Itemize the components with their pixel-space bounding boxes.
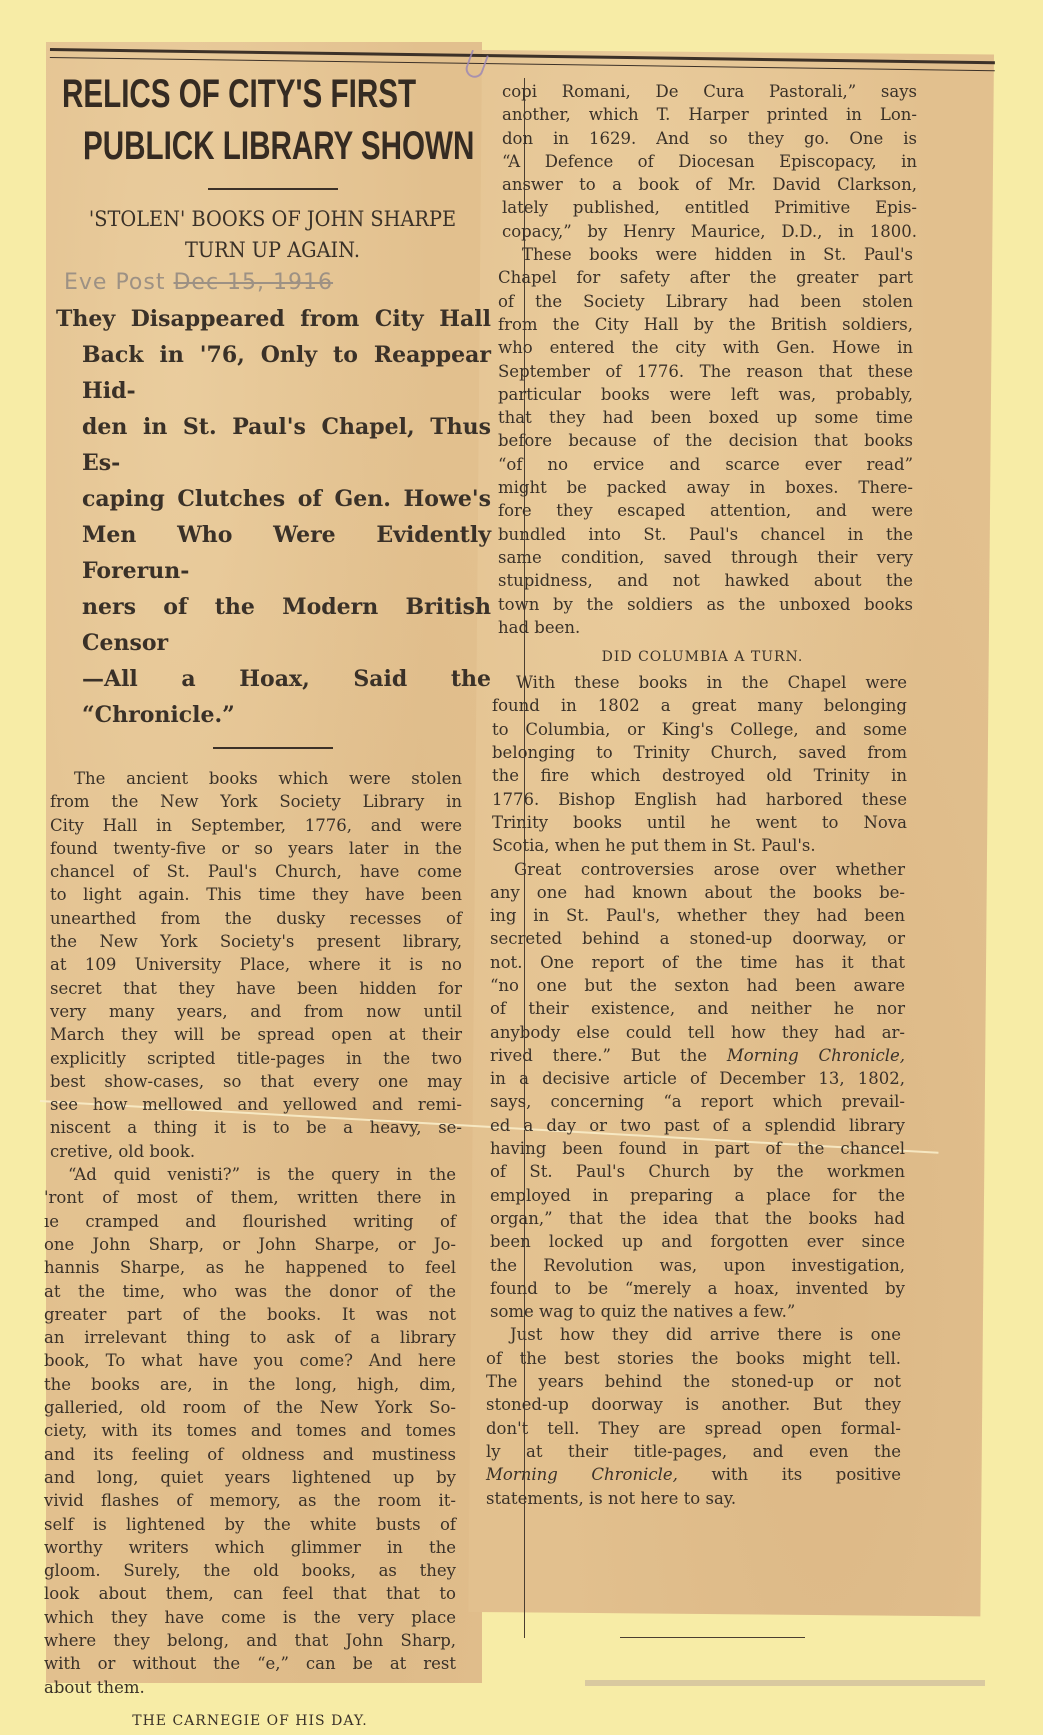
text-line: been locked up and forgotten ever since: [490, 1232, 905, 1252]
deck-line: They Disappeared from City Hall: [56, 306, 491, 332]
text-line: City Hall in September, 1776, and were: [50, 815, 462, 835]
text-line: see how mellowed and yellowed and remi-: [50, 1095, 462, 1115]
text-line: secreted behind a stoned-up doorway, or: [490, 929, 905, 949]
text-line: one John Sharp, or John Sharpe, or Jo-: [44, 1234, 456, 1254]
text-line: having been found in part of the chancel: [490, 1139, 905, 1159]
handwritten-source: Eve Post: [64, 270, 166, 295]
text-segment: rived there.” But the: [490, 1045, 727, 1065]
subheadline: [50, 204, 495, 266]
text-line: ciety, with its tomes and tomes and tomes: [44, 1421, 456, 1441]
left-column: [44, 70, 495, 1735]
text-line: of the Society Library had been stolen: [498, 291, 913, 311]
text-line: of St. Paul's Church by the workmen: [490, 1162, 905, 1182]
deck: [56, 301, 491, 733]
subheadline-line: TURN UP AGAIN.: [185, 238, 360, 262]
text-line: anybody else could tell how they had ar-: [490, 1022, 905, 1042]
text-line: book, To what have you come? And here: [44, 1351, 456, 1371]
text-line: 1776. Bishop English had harbored these: [492, 789, 907, 809]
text-line: with or without the “e,” can be at rest: [44, 1654, 456, 1674]
text-line: self is lightened by the white busts of: [44, 1514, 456, 1534]
right-paragraph-2: [498, 243, 913, 639]
left-paragraph-2: [44, 1163, 456, 1699]
text-line: The years behind the stoned-up or not: [486, 1372, 901, 1392]
text-line: worthy writers which glimmer in the: [44, 1537, 456, 1557]
text-line: explicitly scripted title-pages in the two: [50, 1048, 462, 1068]
text-line: very many years, and from now until: [50, 1001, 462, 1021]
text-line: “A Defence of Diocesan Episcopacy, in: [502, 151, 917, 171]
text-line: ly at their title-pages, and even the: [486, 1441, 901, 1461]
handwritten-note: [64, 270, 495, 295]
text-line: The ancient books which were stolen: [74, 769, 462, 788]
text-line: ed a day or two past of a splendid library: [490, 1115, 905, 1135]
under-clipping-edge: [585, 1680, 985, 1686]
text-line: stupidness, and not hawked about the: [498, 571, 913, 591]
text-line: the Revolution was, upon investigation,: [490, 1255, 905, 1275]
text-line: gloom. Surely, the old books, as they: [44, 1561, 456, 1581]
text-line: These books were hidden in St. Paul's: [522, 245, 913, 265]
headline-rule: [208, 188, 338, 190]
text-line: and its feeling of oldness and mustiness: [44, 1444, 456, 1464]
text-line: galleried, old room of the New York So-: [44, 1398, 456, 1418]
text-line: that they had been boxed up some time: [498, 408, 913, 428]
deck-line: —All a Hoax, Said the “Chronicle.”: [82, 666, 491, 728]
text-line: and long, quiet years lightened up by: [44, 1467, 456, 1487]
text-line: Just how they did arrive there is one: [510, 1325, 901, 1345]
handwritten-date: Dec 15, 1916: [173, 270, 334, 295]
text-line: the fire which destroyed old Trinity in: [492, 766, 907, 786]
text-line: the New York Society's present library,: [50, 932, 462, 952]
text-line: any one had known about the books be-: [490, 882, 905, 902]
right-paragraph-3: [492, 671, 907, 857]
text-line: found in 1802 a great many belonging: [492, 696, 907, 716]
text-line: bundled into St. Paul's chancel in the: [498, 524, 913, 544]
text-line: employed in preparing a place for the: [490, 1185, 905, 1205]
text-line: niscent a thing it is to be a heavy, se-: [50, 1118, 462, 1138]
text-line: at 109 University Place, where it is no: [50, 955, 462, 975]
text-line: “Ad quid venisti?” is the query in the: [68, 1165, 456, 1185]
newspaper-title: Morning Chronicle,: [486, 1465, 678, 1485]
text-line: might be packed away in boxes. There-: [498, 478, 913, 498]
text-line: same condition, saved through their very: [498, 547, 913, 567]
text-segment: with its positive: [677, 1465, 901, 1485]
text-line: secret that they have been hidden for: [50, 978, 462, 998]
text-line: about them.: [44, 1677, 145, 1697]
text-line: vivid flashes of memory, as the room it-: [44, 1491, 456, 1511]
text-line: of their existence, and neither he nor: [490, 999, 905, 1019]
text-line: fore they escaped attention, and were: [498, 501, 913, 521]
text-line: from the New York Society Library in: [50, 792, 462, 812]
text-line: found twenty-five or so years later in the: [50, 838, 462, 858]
text-line: [486, 1463, 901, 1486]
text-line: Great controversies arose over whether: [514, 859, 905, 879]
text-line: Scotia, when he put them in St. Paul's.: [492, 836, 816, 856]
text-line: don in 1629. And so they go. One is: [502, 128, 917, 148]
text-line: to light again. This time they have been: [50, 885, 462, 905]
text-line: found to be “merely a hoax, invented by: [490, 1278, 905, 1298]
text-line: [490, 1044, 905, 1067]
text-line: copacy,” by Henry Maurice, D.D., in 1800.: [502, 221, 917, 241]
deck-line: caping Clutches of Gen. Howe's: [82, 486, 491, 512]
deck-line: ners of the Modern British Censor: [82, 594, 491, 656]
text-line: ıe cramped and flourished writing of: [44, 1211, 456, 1231]
text-line: best show-cases, so that every one may: [50, 1071, 462, 1091]
text-line: answer to a book of Mr. David Clarkson,: [502, 175, 917, 195]
headline-line: RELICS OF CITY'S FIRST: [62, 72, 417, 116]
headline-line: PUBLICK LIBRARY SHOWN: [83, 124, 475, 168]
text-line: March they will be spread open at their: [50, 1025, 462, 1045]
text-line: organ,” that the idea that the books had: [490, 1208, 905, 1228]
text-line: don't tell. They are spread open formal-: [486, 1418, 901, 1438]
deck-line: den in St. Paul's Chapel, Thus Es-: [82, 414, 491, 476]
text-line: which they have come is the very place: [44, 1607, 456, 1627]
text-line: Trinity books until he went to Nova: [492, 812, 907, 832]
text-line: the books are, in the long, high, dim,: [44, 1374, 456, 1394]
end-rule: [620, 1637, 805, 1638]
text-line: September of 1776. The reason that these: [498, 361, 913, 381]
text-line: belonging to Trinity Church, saved from: [492, 743, 907, 763]
text-line: particular books were left was, probably,: [498, 384, 913, 404]
right-paragraph-4: [490, 858, 905, 1324]
text-line: hannis Sharpe, as he happened to feel: [44, 1258, 456, 1278]
deck-line: Men Who Were Evidently Forerun-: [82, 522, 491, 584]
text-line: not. One report of the time has it that: [490, 952, 905, 972]
deck-line: Back in '76, Only to Reappear Hid-: [82, 342, 491, 404]
text-line: of the best stories the books might tell.: [486, 1348, 901, 1368]
text-line: some wag to quiz the natives a few.”: [490, 1302, 796, 1322]
text-line: from the City Hall by the British soldiers,: [498, 314, 913, 334]
text-line: to Columbia, or King's College, and some: [492, 719, 907, 739]
text-line: statements, is not here to say.: [486, 1488, 737, 1508]
subheadline-line: 'STOLEN' BOOKS OF JOHN SHARPE: [88, 207, 457, 231]
text-line: before because of the decision that books: [498, 431, 913, 451]
text-line: copi Romani, De Cura Pastorali,” says: [502, 82, 917, 101]
text-line: greater part of the books. It was not: [44, 1304, 456, 1324]
right-column: [486, 80, 917, 1510]
text-line: in a decisive article of December 13, 1802,: [490, 1069, 905, 1089]
text-line: “no one but the sexton had been aware: [490, 975, 905, 995]
text-line: ing in St. Paul's, whether they had been: [490, 906, 905, 926]
left-paragraph-1: [50, 767, 462, 1163]
text-line: unearthed from the dusky recesses of: [50, 908, 462, 928]
text-line: Chapel for safety after the greater part: [498, 268, 913, 288]
deck-rule: [213, 747, 333, 749]
text-line: town by the soldiers as the unboxed books: [498, 594, 913, 614]
text-line: had been.: [498, 617, 581, 637]
text-line: 'ront of most of them, written there in: [44, 1188, 456, 1208]
text-line: who entered the city with Gen. Howe in: [498, 338, 913, 358]
text-line: an irrelevant thing to ask of a library: [44, 1328, 456, 1348]
text-line: at the time, who was the donor of the: [44, 1281, 456, 1301]
text-line: look about them, can feel that that to: [44, 1584, 456, 1604]
text-line: stoned-up doorway is another. But they: [486, 1395, 901, 1415]
text-line: chancel of St. Paul's Church, have come: [50, 862, 462, 882]
text-line: With these books in the Chapel were: [516, 673, 907, 693]
right-paragraph-1: [502, 80, 917, 243]
text-line: “of no ervice and scarce ever read”: [498, 454, 913, 474]
text-line: lately published, entitled Primitive Epis-: [502, 198, 917, 218]
right-paragraph-5: [486, 1323, 901, 1509]
text-line: cretive, old book.: [50, 1141, 196, 1161]
newspaper-title: Morning Chronicle,: [726, 1045, 905, 1065]
headline: [50, 70, 495, 170]
text-line: where they belong, and that John Sharp,: [44, 1630, 456, 1650]
section-head-carnegie: THE CARNEGIE OF HIS DAY.: [132, 1712, 368, 1729]
text-line: says, concerning “a report which prevail-: [490, 1092, 905, 1112]
section-head-columbia: DID COLUMBIA A TURN.: [601, 649, 804, 666]
text-line: another, which T. Harper printed in Lon-: [502, 105, 917, 125]
